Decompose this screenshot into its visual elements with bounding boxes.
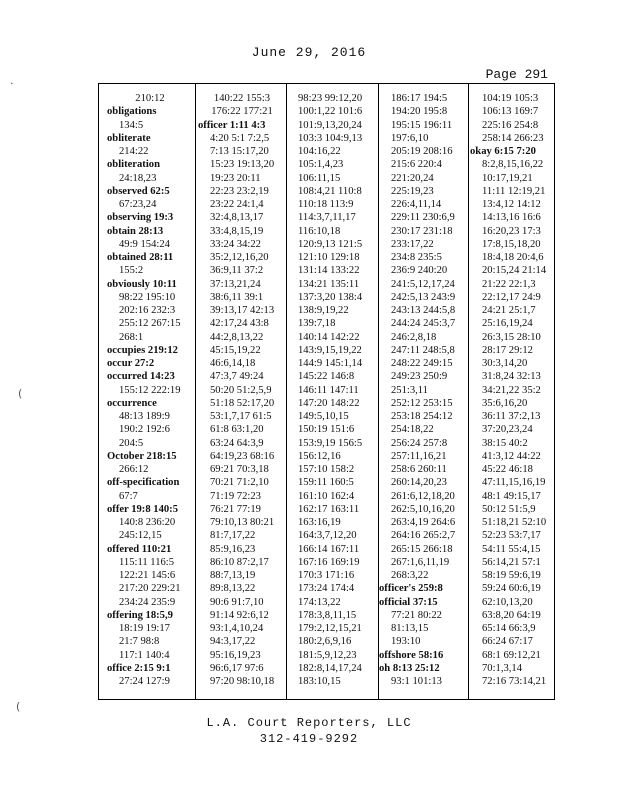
index-line: obliterate: [107, 132, 151, 144]
index-line: offering 18:5,9: [107, 609, 173, 621]
index-line: 37:13,21,24: [210, 278, 261, 290]
index-line: 233:17,22: [391, 238, 434, 250]
index-line: 205:19 208:16: [391, 146, 453, 157]
index-line: 36:9,11 37:2: [210, 265, 264, 277]
index-line: 51:18,21 52:10: [482, 517, 547, 528]
index-line: 103:3 104:9,13: [298, 132, 363, 144]
index-line: 180:2,6,9,16: [298, 636, 352, 648]
index-line: 265:15 266:18: [391, 543, 453, 555]
index-line: oh 8:13 25:12: [379, 662, 440, 674]
index-line: 35:6,16,20: [482, 397, 528, 409]
index-line: 48:13 189:9: [119, 411, 170, 422]
index-line: 178:3,8,11,15: [298, 609, 357, 621]
index-line: 50:20 51:2,5,9: [210, 384, 272, 396]
index-line: obtained 28:11: [107, 252, 174, 263]
index-line: 267:1,6,11,19: [391, 556, 450, 568]
index-line: offered 110:21: [107, 543, 172, 555]
index-line: 164:3,7,12,20: [298, 530, 357, 542]
header-date: June 29, 2016: [251, 45, 367, 60]
index-line: 252:12 253:15: [391, 397, 453, 409]
index-line: 41:3,12 44:22: [482, 450, 541, 462]
index-line: obliteration: [107, 159, 160, 171]
index-line: occurrence: [107, 397, 157, 409]
index-line: 53:1,7,17 61:5: [210, 411, 272, 422]
index-line: 225:16 254:8: [482, 119, 539, 131]
index-line: 31:8,24 32:13: [482, 371, 541, 383]
index-line: 261:6,12,18,20: [391, 490, 455, 502]
index-line: 176:22 177:21: [211, 106, 273, 118]
index-line: 14:13,16 16:6: [482, 212, 541, 224]
index-line: 253:18 254:12: [391, 411, 453, 422]
index-line: 36:11 37:2,13: [482, 411, 541, 422]
index-line: offshore 58:16: [379, 649, 444, 661]
index-line: 249:23 250:9: [391, 371, 448, 383]
index-line: 39:13,17 42:13: [210, 305, 275, 316]
index-line: 161:10 162:4: [298, 490, 355, 502]
index-line: 167:16 169:19: [298, 556, 360, 568]
index-line: 59:24 60:6,19: [482, 583, 541, 595]
index-line: 13:4,12 14:12: [482, 199, 541, 210]
index-line: 67:23,24: [119, 199, 157, 210]
index-line: 234:8 235:5: [391, 252, 442, 263]
index-line: 64:19,23 68:16: [210, 450, 275, 462]
index-line: 62:10,13,20: [482, 596, 533, 608]
index-line: 181:5,9,12,23: [298, 649, 357, 661]
index-line: 215:6 220:4: [391, 159, 442, 171]
index-column-2: [198, 92, 286, 688]
index-line: 143:9,15,19,22: [298, 344, 362, 356]
index-line: 101:9,13,20,24: [298, 119, 362, 131]
index-line: 221:20,24: [391, 172, 434, 184]
index-line: 170:3 171:16: [298, 570, 355, 581]
footer-phone: 312-419-9292: [259, 732, 359, 746]
index-line: 95:16,19,23: [210, 649, 261, 661]
index-line: occupies 219:12: [107, 344, 178, 356]
index-line: 173:24 174:4: [298, 583, 355, 595]
index-line: 66:24 67:17: [482, 636, 533, 648]
index-line: 58:19 59:6,19: [482, 570, 541, 581]
index-line: 243:13 244:5,8: [391, 305, 456, 316]
index-line: 255:12 267:15: [119, 318, 181, 330]
index-line: official 37:15: [379, 596, 438, 608]
index-line: 104:19 105:3: [482, 93, 539, 104]
index-line: 26:3,15 28:10: [482, 331, 541, 343]
index-line: 247:11 248:5,8: [391, 344, 455, 356]
index-line: 98:22 195:10: [119, 291, 176, 303]
index-line: 144:9 145:1,14: [298, 358, 363, 369]
index-line: 104:16,22: [298, 146, 341, 157]
index-line: 245:12,15: [119, 530, 162, 542]
index-line: 114:3,7,11,17: [298, 212, 356, 224]
index-line: 23:22 24:1,4: [210, 199, 264, 210]
index-line: 81:7,17,22: [210, 530, 256, 542]
index-line: 115:11 116:5: [119, 556, 175, 568]
index-line: 268:1: [119, 331, 144, 343]
index-line: 88:7,13,19: [210, 570, 256, 581]
index-line: 52:23 53:7,17: [482, 530, 541, 542]
index-line: 131:14 133:22: [298, 265, 360, 277]
index-line: 242:5,13 243:9: [391, 291, 456, 303]
index-line: 190:2 192:6: [119, 424, 170, 436]
index-line: 179:2,12,15,21: [298, 623, 362, 634]
index-line: 96:6,17 97:6: [210, 662, 264, 674]
index-line: 236:9 240:20: [391, 265, 448, 277]
index-line: 67:7: [119, 490, 138, 502]
index-line: 49:9 154:24: [119, 238, 170, 250]
index-line: 81:13,15: [391, 623, 429, 634]
index-line: 244:24 245:3,7: [391, 318, 456, 330]
index-line: 18:19 19:17: [119, 623, 170, 634]
index-line: 7:13 15:17,20: [210, 146, 269, 157]
index-line: occurred 14:23: [107, 371, 175, 383]
index-line: 254:18,22: [391, 424, 434, 436]
index-column-1: [107, 92, 193, 688]
index-line: obviously 10:11: [107, 278, 177, 290]
index-line: 145:22 146:8: [298, 371, 355, 383]
index-line: 70:1,3,14: [482, 662, 523, 674]
index-column-5: [470, 92, 554, 688]
index-line: okay 6:15 7:20: [470, 146, 536, 157]
index-line: 156:12,16: [298, 450, 341, 462]
index-line: 33:24 34:22: [210, 238, 261, 250]
index-line: 150:19 151:6: [298, 424, 355, 436]
index-line: 266:12: [119, 464, 149, 475]
index-line: 72:16 73:14,21: [482, 676, 547, 687]
index-line: 174:13,22: [298, 596, 341, 608]
index-line: 51:18 52:17,20: [210, 397, 275, 409]
index-line: 121:10 129:18: [298, 252, 360, 263]
index-line: obtain 28:13: [107, 225, 164, 237]
index-line: 260:14,20,23: [391, 477, 447, 489]
index-line: 134:21 135:11: [298, 278, 360, 290]
index-line: 22:23 23:2,19: [210, 185, 269, 197]
page-number: Page 291: [485, 67, 548, 82]
index-line: 79:10,13 80:21: [210, 517, 275, 528]
index-line: 248:22 249:15: [391, 358, 453, 369]
index-line: 42:17,24 43:8: [210, 318, 269, 330]
index-line: 210:12: [135, 93, 165, 104]
index-line: 47:11,15,16,19: [482, 477, 546, 489]
index-line: 56:14,21 57:1: [482, 556, 541, 568]
index-line: 140:22 155:3: [213, 93, 271, 104]
index-column-4: [379, 92, 470, 688]
index-line: 93:1,4,10,24: [210, 623, 264, 634]
index-line: 257:11,16,21: [391, 450, 447, 462]
index-line: 47:3,7 49:24: [210, 371, 264, 383]
index-line: 106:13 169:7: [482, 106, 539, 118]
index-line: 34:21,22 35:2: [482, 384, 541, 396]
index-line: 258:14 266:23: [482, 132, 544, 144]
index-line: 71:19 72:23: [210, 490, 261, 502]
index-table: [98, 83, 555, 700]
index-line: obligations: [107, 106, 157, 118]
index-line: 251:3,11: [391, 384, 428, 396]
index-line: 149:5,10,15: [298, 411, 349, 422]
index-line: 35:2,12,16,20: [210, 252, 269, 263]
index-line: 204:5: [119, 437, 144, 449]
index-column-3: [286, 92, 378, 688]
index-line: 19:23 20:11: [210, 172, 261, 184]
index-line: 48:1 49:15,17: [482, 490, 541, 502]
index-line: 97:20 98:10,18: [210, 676, 275, 687]
index-line: 93:1 101:13: [391, 676, 442, 687]
index-line: 194:20 195:8: [391, 106, 448, 118]
index-line: 202:16 232:3: [119, 305, 176, 316]
index-line: 44:2,8,13,22: [210, 331, 264, 343]
index-line: 15:23 19:13,20: [210, 159, 275, 171]
index-line: observed 62:5: [107, 185, 170, 197]
index-line: 217:20 229:21: [119, 583, 181, 595]
index-line: 20:15,24 21:14: [482, 265, 547, 277]
index-line: 61:8 63:1,20: [210, 424, 264, 436]
index-line: office 2:15 9:1: [107, 662, 171, 674]
index-line: 105:1,4,23: [298, 159, 344, 171]
index-line: 70:21 71:2,10: [210, 477, 269, 489]
index-line: 25:16,19,24: [482, 318, 533, 330]
index-line: 140:14 142:22: [298, 331, 360, 343]
index-line: October 218:15: [107, 450, 177, 462]
index-line: off-specification: [107, 477, 180, 489]
index-line: 69:21 70:3,18: [210, 464, 269, 475]
index-line: 21:7 98:8: [119, 636, 160, 648]
index-line: 140:8 236:20: [119, 517, 176, 528]
index-line: 33:4,8,15,19: [210, 225, 264, 237]
index-line: 262:5,10,16,20: [391, 503, 455, 515]
index-line: 122:21 145:6: [119, 570, 176, 581]
index-line: 230:17 231:18: [391, 225, 453, 237]
index-line: 110:18 113:9: [298, 199, 354, 210]
index-line: 214:22: [119, 146, 149, 157]
index-line: 16:20,23 17:3: [482, 225, 541, 237]
index-line: 38:15 40:2: [482, 437, 528, 449]
index-line: 195:15 196:11: [391, 119, 453, 131]
footer-reporter: L.A. Court Reporters, LLC: [206, 716, 412, 730]
index-line: 22:12,17 24:9: [482, 291, 541, 303]
column-divider: [195, 84, 196, 699]
index-line: 264:16 265:2,7: [391, 530, 456, 542]
index-line: 38:6,11 39:1: [210, 291, 264, 303]
index-line: 21:22 22:1,3: [482, 278, 536, 290]
index-line: 120:9,13 121:5: [298, 238, 363, 250]
index-line: 197:6,10: [391, 132, 429, 144]
index-line: 226:4,11,14: [391, 199, 442, 210]
margin-mark: (: [16, 700, 21, 713]
index-line: 54:11 55:4,15: [482, 543, 541, 555]
index-line: 30:3,14,20: [482, 358, 528, 369]
index-line: 45:15,19,22: [210, 344, 261, 356]
index-line: 183:10,15: [298, 676, 341, 687]
index-line: 229:11 230:6,9: [391, 212, 455, 224]
index-line: 50:12 51:5,9: [482, 503, 536, 515]
index-line: 63:24 64:3,9: [210, 437, 264, 449]
index-line: 37:20,23,24: [482, 424, 533, 436]
index-line: 225:19,23: [391, 185, 434, 197]
index-line: 166:14 167:11: [298, 543, 360, 555]
index-line: 77:21 80:22: [391, 609, 442, 621]
index-line: 147:20 148:22: [298, 397, 360, 409]
index-line: 263:4,19 264:6: [391, 517, 456, 528]
index-line: 155:12 222:19: [119, 384, 181, 396]
index-line: 241:5,12,17,24: [391, 278, 455, 290]
index-line: 138:9,19,22: [298, 305, 349, 316]
index-line: 139:7,18: [298, 318, 336, 330]
index-line: 153:9,19 156:5: [298, 437, 363, 449]
index-line: 155:2: [119, 265, 144, 277]
index-line: 46:6,14,18: [210, 358, 256, 369]
index-line: 68:1 69:12,21: [482, 649, 541, 661]
index-line: 17:8,15,18,20: [482, 238, 541, 250]
index-line: 18:4,18 20:4,6: [482, 252, 544, 263]
index-line: 159:11 160:5: [298, 477, 354, 489]
index-line: 4:20 5:1 7:2,5: [210, 132, 270, 144]
index-line: 163:16,19: [298, 517, 341, 528]
index-line: 268:3,22: [391, 570, 429, 581]
index-line: 134:5: [119, 119, 144, 131]
index-line: 116:10,18: [298, 225, 341, 237]
index-line: 89:8,13,22: [210, 583, 256, 595]
index-line: 24:18,23: [119, 172, 157, 184]
index-line: 94:3,17,22: [210, 636, 256, 648]
index-line: 86:10 87:2,17: [210, 556, 269, 568]
index-line: 10:17,19,21: [482, 172, 533, 184]
index-line: 65:14 66:3,9: [482, 623, 536, 634]
index-line: officer 1:11 4:3: [198, 119, 266, 131]
margin-mark: (: [18, 387, 23, 400]
index-line: 193:10: [391, 636, 421, 648]
index-line: 182:8,14,17,24: [298, 662, 362, 674]
index-line: 11:11 12:19,21: [482, 185, 546, 197]
index-line: 76:21 77:19: [210, 503, 261, 515]
index-line: 45:22 46:18: [482, 464, 533, 475]
index-line: 146:11 147:11: [298, 384, 359, 396]
index-line: observing 19:3: [107, 212, 174, 224]
index-line: 8:2,8,15,16,22: [482, 159, 544, 171]
index-line: 234:24 235:9: [119, 596, 176, 608]
index-line: 27:24 127:9: [119, 676, 170, 687]
index-line: offer 19:8 140:5: [107, 503, 178, 515]
index-line: 162:17 163:11: [298, 503, 360, 515]
index-line: officer's 259:8: [379, 583, 443, 595]
index-line: 186:17 194:5: [391, 93, 448, 104]
index-line: 28:17 29:12: [482, 344, 533, 356]
index-line: 85:9,16,23: [210, 543, 256, 555]
index-line: 90:6 91:7,10: [210, 596, 264, 608]
index-line: 157:10 158:2: [298, 464, 355, 475]
index-line: 137:3,20 138:4: [298, 291, 363, 303]
index-line: 246:2,8,18: [391, 331, 437, 343]
index-line: 24:21 25:1,7: [482, 305, 536, 316]
index-line: occur 27:2: [107, 358, 155, 369]
index-line: 98:23 99:12,20: [298, 93, 363, 104]
index-line: 32:4,8,13,17: [210, 212, 264, 224]
margin-mark: ·: [10, 77, 14, 90]
index-line: 108:4,21 110:8: [298, 185, 362, 197]
index-line: 63:8,20 64:19: [482, 609, 541, 621]
index-line: 100:1,22 101:6: [298, 106, 363, 118]
index-line: 117:1 140:4: [119, 649, 170, 661]
index-line: 256:24 257:8: [391, 437, 448, 449]
index-line: 91:14 92:6,12: [210, 609, 269, 621]
index-line: 106:11,15: [298, 172, 341, 184]
index-line: 258:6 260:11: [391, 464, 447, 475]
